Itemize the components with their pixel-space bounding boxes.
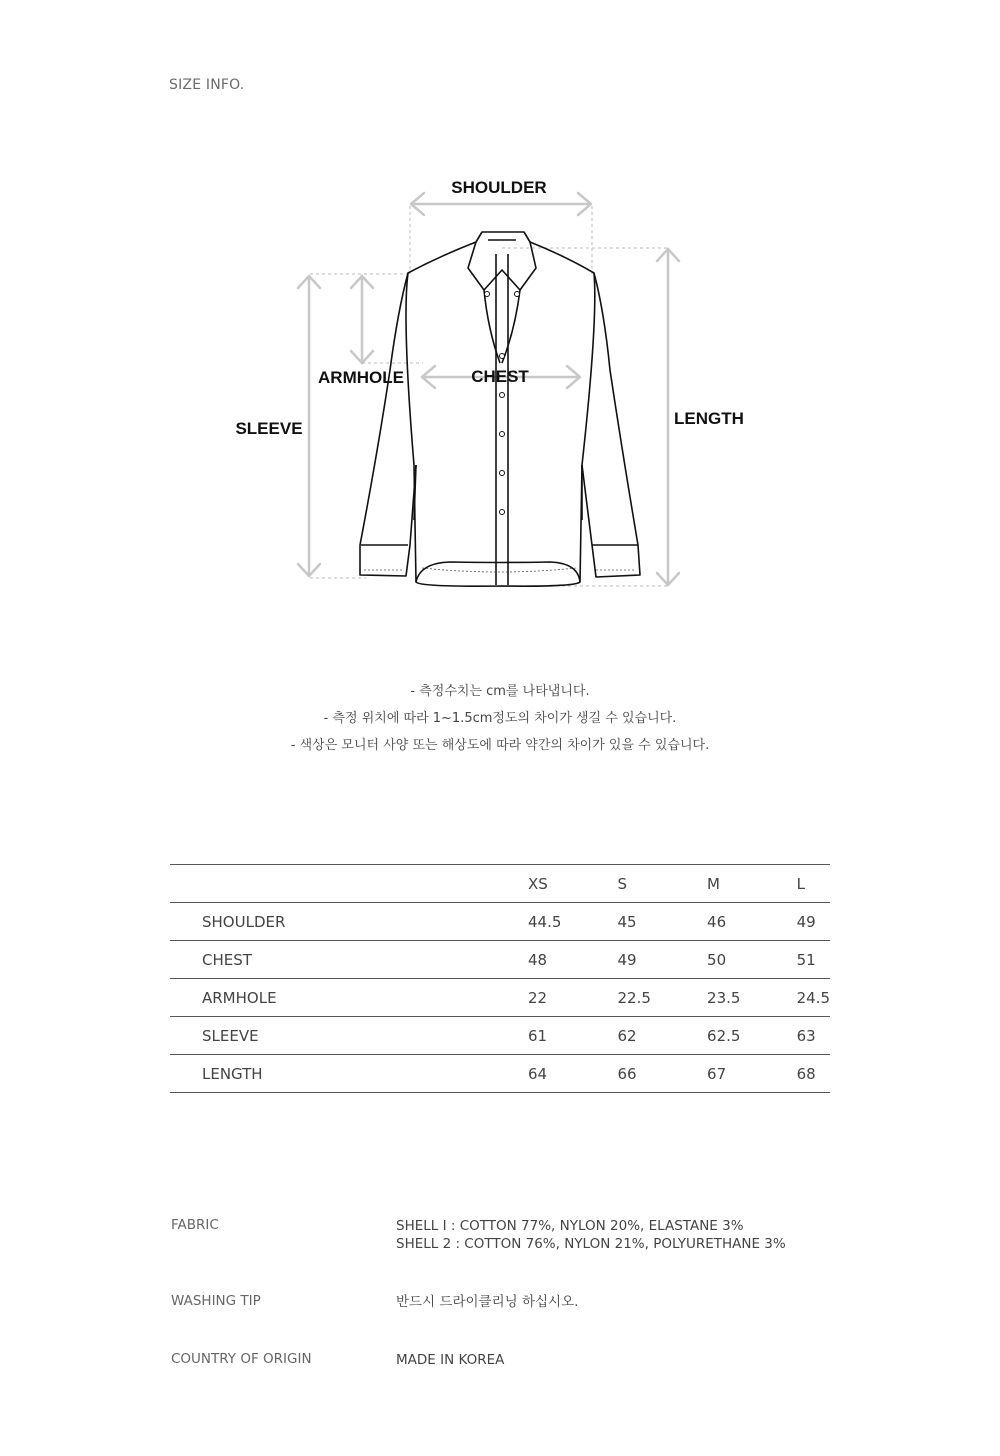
table-cell: 64 — [528, 1055, 618, 1093]
shirt-measurement-diagram — [230, 170, 770, 600]
washing-value: 반드시 드라이클리닝 하십시오. — [396, 1294, 579, 1310]
note-line: - 측정수치는 cm를 나타냅니다. — [410, 684, 590, 699]
section-title: SIZE INFO. — [169, 77, 245, 93]
table-cell: 62.5 — [707, 1017, 797, 1055]
origin-label: COUNTRY OF ORIGIN — [171, 1351, 312, 1367]
size-header-l: L — [797, 865, 830, 903]
fabric-line-2: SHELL 2 : COTTON 76%, NYLON 21%, POLYURETHANE 3% — [396, 1236, 786, 1252]
table-cell: 66 — [618, 1055, 708, 1093]
washing-label: WASHING TIP — [171, 1293, 261, 1309]
table-cell: 24.5 — [797, 979, 830, 1017]
row-label: ARMHOLE — [170, 979, 528, 1017]
shirt-diagram-svg — [230, 170, 770, 600]
table-cell: 48 — [528, 941, 618, 979]
size-header-row — [170, 865, 830, 903]
fabric-value — [396, 1217, 816, 1253]
size-table — [170, 864, 830, 1093]
table-cell: 63 — [797, 1017, 830, 1055]
table-row — [170, 1017, 830, 1055]
note-line: - 측정 위치에 따라 1~1.5cm정도의 차이가 생길 수 있습니다. — [323, 711, 677, 726]
table-cell: 46 — [707, 903, 797, 941]
chest-label: CHEST — [471, 367, 529, 386]
origin-value: MADE IN KOREA — [396, 1352, 505, 1368]
shoulder-label: SHOULDER — [451, 178, 547, 197]
table-cell: 51 — [797, 941, 830, 979]
measurement-notes — [0, 678, 1000, 759]
fabric-line-1: SHELL Ⅰ : COTTON 77%, NYLON 20%, ELASTANE 3% — [396, 1218, 744, 1234]
table-cell: 22 — [528, 979, 618, 1017]
table-row — [170, 979, 830, 1017]
size-header-s: S — [618, 865, 708, 903]
table-cell: 49 — [797, 903, 830, 941]
fabric-label: FABRIC — [171, 1217, 219, 1233]
table-row — [170, 903, 830, 941]
row-label: LENGTH — [170, 1055, 528, 1093]
sleeve-label: SLEEVE — [235, 419, 303, 438]
table-cell: 49 — [618, 941, 708, 979]
row-label: SLEEVE — [170, 1017, 528, 1055]
size-header-m: M — [707, 865, 797, 903]
table-row — [170, 941, 830, 979]
table-cell: 22.5 — [618, 979, 708, 1017]
armhole-label: ARMHOLE — [318, 368, 404, 387]
length-label: LENGTH — [674, 409, 744, 428]
table-cell: 61 — [528, 1017, 618, 1055]
table-cell: 45 — [618, 903, 708, 941]
stitching — [364, 568, 634, 572]
shirt-outline — [360, 232, 640, 586]
table-cell: 44.5 — [528, 903, 618, 941]
armhole-arrow — [351, 276, 373, 363]
size-header-xs: XS — [528, 865, 618, 903]
row-label: SHOULDER — [170, 903, 528, 941]
table-cell: 67 — [707, 1055, 797, 1093]
table-cell: 50 — [707, 941, 797, 979]
note-line: - 색상은 모니터 사양 또는 해상도에 따라 약간의 차이가 있을 수 있습니다. — [290, 738, 710, 753]
corner-cell — [170, 865, 528, 903]
table-row — [170, 1055, 830, 1093]
table-cell: 68 — [797, 1055, 830, 1093]
table-cell: 62 — [618, 1017, 708, 1055]
table-cell: 23.5 — [707, 979, 797, 1017]
row-label: CHEST — [170, 941, 528, 979]
